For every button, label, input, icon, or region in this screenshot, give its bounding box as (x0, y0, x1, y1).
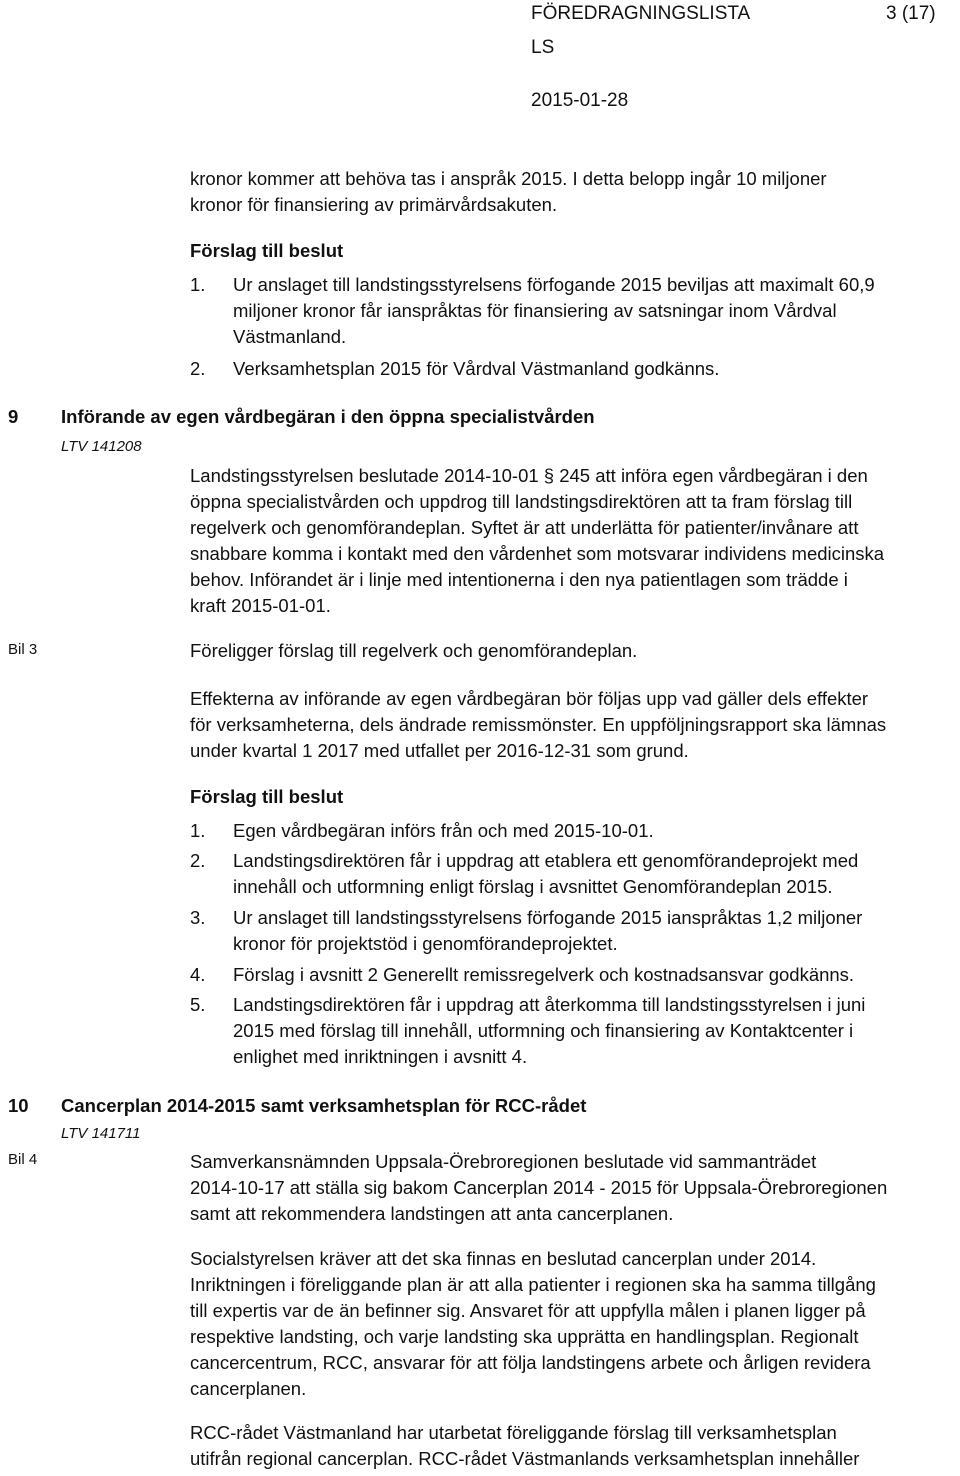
text-line: Effekterna av införande av egen vårdbegäran bör följas upp vad gäller dels effekter (190, 688, 869, 709)
text-line: kronor för finansiering av primärvårdsakuten. (190, 194, 558, 215)
proposal-item (233, 962, 854, 988)
text-line: 2014-10-17 att ställa sig bakom Cancerplan 2014 - 2015 för Uppsala-Örebroregionen (190, 1177, 888, 1198)
text-line: till expertis var de än befinner sig. Ansvaret för att uppfylla målen i planen ligger på (190, 1300, 866, 1321)
text-line: regelverk och genomförandeplan. Syftet är att underlätta för patienter/invånare att (190, 517, 859, 538)
continuation-text (190, 166, 827, 218)
text-line: enlighet med inriktningen i avsnitt 4. (233, 1046, 528, 1067)
text-line: Verksamhetsplan 2015 för Vårdval Västmanland godkänns. (233, 358, 720, 379)
section-number: 9 (8, 406, 19, 427)
proposal-item (233, 272, 875, 350)
proposal-item-number: 1. (190, 820, 206, 841)
text-line: Inriktningen i föreliggande plan är att alla patienter i regionen ska ha samma tillgång (190, 1274, 876, 1295)
proposal-item (233, 992, 865, 1070)
proposal-item-number: 2. (190, 850, 206, 871)
case-reference: LTV 141711 (61, 1125, 141, 1142)
section-title: Införande av egen vårdbegäran i den öppna specialistvården (61, 406, 595, 427)
text-line: 2015 med förslag till innehåll, utformning och finansiering av Kontaktcenter i (233, 1020, 854, 1041)
proposal-item-number: 1. (190, 274, 206, 295)
section-paragraph (190, 1246, 876, 1402)
text-line: Egen vårdbegäran införs från och med 2015-10-01. (233, 820, 654, 841)
section-paragraph (190, 463, 884, 619)
proposal-heading: Förslag till beslut (190, 240, 344, 261)
text-line: snabbare komma i kontakt med den vårdenhet som motsvarar individens medicinska (190, 543, 885, 564)
text-line: kraft 2015-01-01. (190, 595, 331, 616)
section-number: 10 (8, 1095, 29, 1116)
proposal-item (233, 848, 858, 900)
text-line: miljoner kronor får ianspråktas för finansiering av satsningar inom Vårdval (233, 300, 837, 321)
section-paragraph (190, 1149, 887, 1227)
text-line: behov. Införandet är i linje med intentionerna i den nya patientlagen som trädde i (190, 569, 848, 590)
text-line: för verksamheterna, dels ändrade remissmönster. En uppföljningsrapport ska lämnas (190, 714, 887, 735)
text-line: Förslag i avsnitt 2 Generellt remissregelverk och kostnadsansvar godkänns. (233, 964, 855, 985)
section-paragraph (190, 1420, 859, 1472)
case-reference: LTV 141208 (61, 438, 142, 455)
text-line: Föreligger förslag till regelverk och genomförandeplan. (190, 640, 638, 661)
text-line: innehåll och utformning enligt förslag i avsnittet Genomförandeplan 2015. (233, 876, 833, 897)
text-line: RCC-rådet Västmanland har utarbetat föreliggande förslag till verksamhetsplan (190, 1422, 837, 1443)
text-line: Ur anslaget till landstingsstyrelsens förfogande 2015 ianspråktas 1,2 miljoner (233, 907, 863, 928)
text-line: kronor kommer att behöva tas i anspråk 2015. I detta belopp ingår 10 miljoner (190, 168, 827, 189)
proposal-heading: Förslag till beslut (190, 786, 344, 807)
text-line: respektive landsting, och varje landsting ska upprätta en handlingsplan. Regionalt (190, 1326, 859, 1347)
proposal-item-number: 4. (190, 964, 206, 985)
document-date: 2015-01-28 (531, 90, 629, 111)
page-number: 3 (17) (886, 3, 936, 24)
text-line: samt att rekommendera landstingen att anta cancerplanen. (190, 1203, 674, 1224)
attachment-label: Bil 4 (8, 1151, 38, 1168)
text-line: Västmanland. (233, 326, 347, 347)
document-title: FÖREDRAGNINGSLISTA (531, 3, 751, 24)
proposal-item (233, 818, 654, 844)
text-line: kronor för projektstöd i genomförandeprojektet. (233, 933, 618, 954)
text-line: Landstingsdirektören får i uppdrag att återkomma till landstingsstyrelsen i juni (233, 994, 866, 1015)
section-paragraph (190, 638, 637, 664)
attachment-label: Bil 3 (8, 641, 38, 658)
proposal-item (233, 905, 862, 957)
text-line: utifrån regional cancerplan. RCC-rådet Västmanlands verksamhetsplan innehåller (190, 1448, 860, 1469)
proposal-item-number: 5. (190, 994, 206, 1015)
proposal-item-number: 3. (190, 907, 206, 928)
section-paragraph (190, 686, 886, 764)
organization-code: LS (531, 37, 555, 58)
section-title: Cancerplan 2014-2015 samt verksamhetsplan för RCC-rådet (61, 1095, 587, 1116)
text-line: Ur anslaget till landstingsstyrelsens förfogande 2015 beviljas att maximalt 60,9 (233, 274, 875, 295)
text-line: Landstingsdirektören får i uppdrag att etablera ett genomförandeprojekt med (233, 850, 859, 871)
text-line: öppna specialistvården och uppdrog till landstingsdirektören att ta fram förslag till (190, 491, 853, 512)
text-line: cancercentrum, RCC, ansvarar för att följa landstingens arbete och årligen revidera (190, 1352, 871, 1373)
proposal-item-number: 2. (190, 358, 206, 379)
text-line: under kvartal 1 2017 med utfallet per 2016-12-31 som grund. (190, 740, 689, 761)
text-line: cancerplanen. (190, 1378, 307, 1399)
text-line: Samverkansnämnden Uppsala-Örebroregionen beslutade vid sammanträdet (190, 1151, 817, 1172)
text-line: Landstingsstyrelsen beslutade 2014-10-01 § 245 att införa egen vårdbegäran i den (190, 465, 868, 486)
text-line: Socialstyrelsen kräver att det ska finnas en beslutad cancerplan under 2014. (190, 1248, 817, 1269)
proposal-item (233, 356, 719, 382)
